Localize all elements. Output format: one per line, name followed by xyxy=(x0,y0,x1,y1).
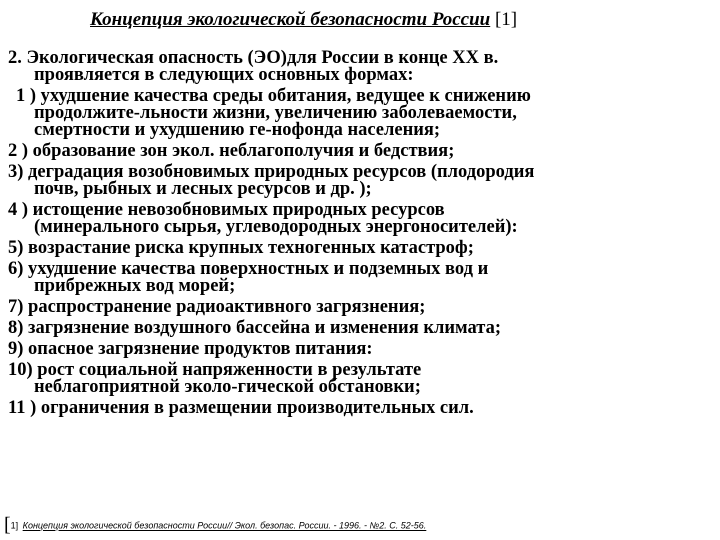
list-item-continuation: продолжите-льности жизни, увеличению заболеваемости, xyxy=(34,103,517,123)
list-item xyxy=(8,240,714,257)
footnote-number: 1] xyxy=(10,520,19,531)
slide-title xyxy=(90,8,517,32)
intro-line: 2. Экологическая опасность (ЭО)для России в конце XX в. xyxy=(8,48,499,68)
list-item xyxy=(8,261,714,295)
list-item xyxy=(8,299,714,316)
list-item-line: 2 ) образование зон экол. неблагополучия и бедствия; xyxy=(8,141,455,161)
title-reference: [1] xyxy=(494,9,518,30)
list-item-line: 4 ) истощение невозобновимых природных ресурсов xyxy=(8,200,445,220)
list-item-continuation: неблагоприятной эколо-гической обстановки; xyxy=(34,377,421,397)
list-item-line: 1 ) ухудшение качества среды обитания, ведущее к снижению xyxy=(16,86,531,106)
list-item xyxy=(8,88,714,139)
intro-continuation: проявляется в следующих основных формах: xyxy=(34,65,414,85)
list-item-line: 3) деградация возобновимых природных ресурсов (плодородия xyxy=(8,162,535,182)
list-item-continuation: почв, рыбных и лесных ресурсов и др. ); xyxy=(34,179,372,199)
slide-body xyxy=(8,50,714,421)
title-text: Концепция экологической безопасности России xyxy=(90,9,491,30)
list-item xyxy=(8,164,714,198)
list-item-continuation: прибрежных вод морей; xyxy=(34,276,236,296)
list-item xyxy=(8,400,714,417)
footnote-text: Концепция экологической безопасности России// Экол. безопас. России. - 1996. - №2. С. 52-56. xyxy=(22,520,427,531)
list-item xyxy=(8,320,714,337)
list-item-line: 5) возрастание риска крупных техногенных катастроф; xyxy=(8,238,474,258)
list-item xyxy=(8,202,714,236)
list-item-line: 7) распространение радиоактивного загрязнения; xyxy=(8,297,426,317)
list-item-line: 8) загрязнение воздушного бассейна и изменения климата; xyxy=(8,318,502,338)
list-item-line: 10) рост социальной напряженности в результате xyxy=(8,360,422,380)
list-item-line: 11 ) ограничения в размещении производительных сил. xyxy=(8,398,474,418)
list-item-continuation: смертности и ухудшению ге-нофонда населения; xyxy=(34,120,441,140)
list-item xyxy=(8,362,714,396)
list-item-line: 9) опасное загрязнение продуктов питания: xyxy=(8,339,373,359)
footnote xyxy=(4,514,426,537)
list-item xyxy=(8,341,714,358)
intro-paragraph xyxy=(8,50,714,84)
list-item-continuation: (минерального сырья, углеводородных энергоносителей): xyxy=(34,217,518,237)
list-item xyxy=(8,143,714,160)
list-item-line: 6) ухудшение качества поверхностных и подземных вод и xyxy=(8,259,489,279)
footnote-bracket: [ xyxy=(4,514,11,536)
